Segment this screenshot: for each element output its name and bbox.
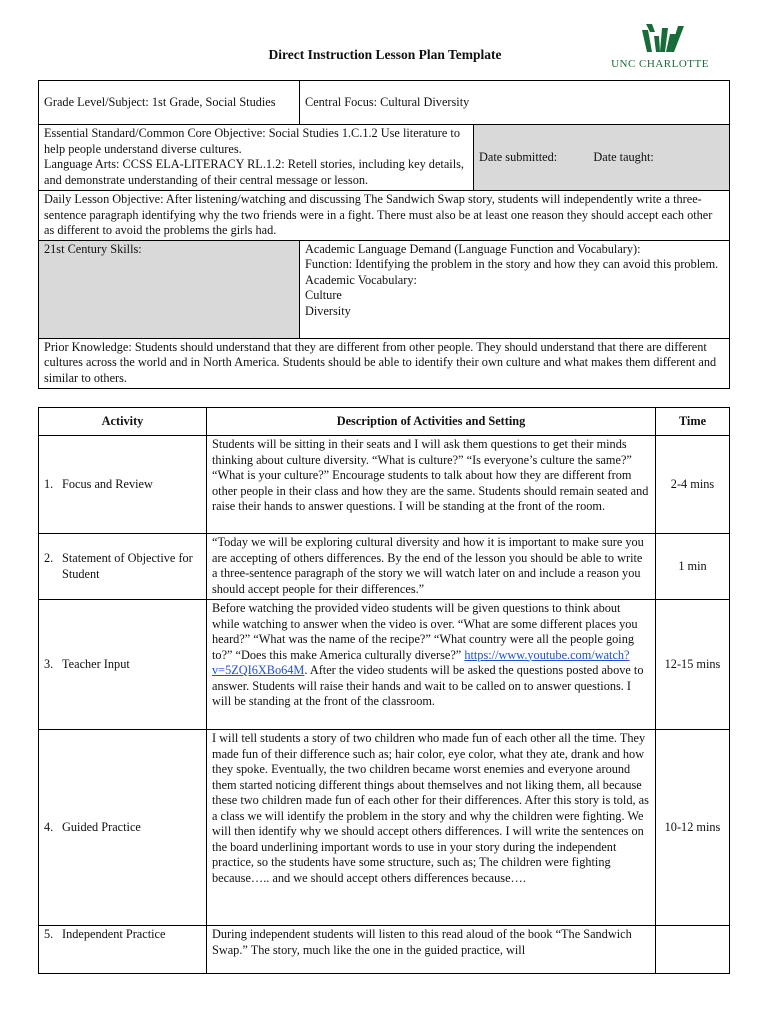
language-demand-cell bbox=[300, 240, 730, 338]
table-row bbox=[39, 436, 730, 534]
youtube-video-link[interactable]: https://www.youtube.com/watch?v=5ZQI6XBo64M bbox=[212, 647, 630, 677]
activity-name: 3. Teacher Input bbox=[39, 600, 207, 730]
activity-description: Students will be sitting in their seats and I will ask them questions to get their minds thinking about culture diversity. “What is culture?” “Is everyone’s culture the same?” “What is your culture?” Encourage students to talk about how they are different from other people in their class and how they are the same. Students should remain seated and raise their hands to answer questions. I will be standing at the front of the room. bbox=[207, 436, 656, 534]
dates-cell bbox=[474, 125, 730, 191]
activity-name: 5. Independent Practice bbox=[39, 926, 207, 974]
activity-table bbox=[38, 407, 730, 974]
time-column-header: Time bbox=[656, 408, 730, 436]
page-title: Direct Instruction Lesson Plan Template bbox=[268, 47, 502, 62]
activity-time bbox=[656, 926, 730, 974]
activity-time: 1 min bbox=[656, 534, 730, 600]
lesson-info-table bbox=[38, 80, 730, 389]
description-column-header: Description of Activities and Setting bbox=[207, 408, 656, 436]
vocabulary-item: Culture bbox=[305, 288, 342, 302]
standards-language-arts: Language Arts: CCSS ELA-LITERACY RL.1.2: Retell stories, including key details, and demonstrate understanding of their central message or lesson. bbox=[44, 157, 464, 187]
unc-charlotte-logo bbox=[608, 22, 712, 72]
activity-name: 4. Guided Practice bbox=[39, 730, 207, 926]
standards-cell bbox=[39, 125, 474, 191]
table-row bbox=[39, 926, 730, 974]
logo-text: UNC CHARLOTTE bbox=[611, 58, 709, 70]
activity-column-header: Activity bbox=[39, 408, 207, 436]
date-submitted-label: Date submitted: bbox=[479, 149, 558, 164]
activity-description: “Today we will be exploring cultural diversity and how it is important to make sure you are accepting of others differences. By the end of the lesson you should be able to write a three-sentence paragraph of the story we will watch later on and include a reason you should accept people for their differences.” bbox=[207, 534, 656, 600]
language-function: Function: Identifying the problem in the story and how they can avoid this problem. bbox=[305, 257, 719, 271]
activity-name: 2. Statement of Objective for Student bbox=[39, 534, 207, 600]
table-row bbox=[39, 534, 730, 600]
daily-objective-cell: Daily Lesson Objective: After listening/watching and discussing The Sandwich Swap story, students will independently write a three-sentence paragraph identifying why the two friends were in a fight. There must also be at least one reason they should accept each other as different to avoid the problems the girls had. bbox=[39, 191, 730, 241]
prior-knowledge-cell: Prior Knowledge: Students should understand that they are different from other people. They should understand that there are different cultures across the world and in North America. Students should be able to identify their own culture and what makes them different and similar to others. bbox=[39, 338, 730, 388]
vocabulary-label: Academic Vocabulary: bbox=[305, 272, 417, 287]
date-taught-label: Date taught: bbox=[593, 149, 654, 164]
activity-name: 1. Focus and Review bbox=[39, 436, 207, 534]
activity-time: 12-15 mins bbox=[656, 600, 730, 730]
standards-social-studies: Essential Standard/Common Core Objective: Social Studies 1.C.1.2 Use literature to help people understand diverse cultures. bbox=[44, 126, 460, 156]
activity-time: 10-12 mins bbox=[656, 730, 730, 926]
language-demand-heading: Academic Language Demand (Language Function and Vocabulary): bbox=[305, 241, 641, 256]
activity-time: 2-4 mins bbox=[656, 436, 730, 534]
grade-level-cell: Grade Level/Subject: 1st Grade, Social Studies bbox=[39, 81, 300, 125]
central-focus-cell: Central Focus: Cultural Diversity bbox=[300, 81, 730, 125]
activity-description: Before watching the provided video students will be given questions to think about while watching to answer when the video is over. “What are some different places you heard?” “What was the name of the recipe?” “What country were all the people going to?” “Does this make America culturally diverse?” https://www.youtube.com/watch?v=5ZQI6XBo64M. After the video students will be asked the questions posted above to answer. Students will raise their hands and wait to be called on to answer questions. I will be standing at the front of the classroom. bbox=[207, 600, 656, 730]
activity-description: During independent students will listen to this read aloud of the book “The Sandwich Swap.” The story, much like the one in the guided practice, will bbox=[207, 926, 656, 974]
activity-description: I will tell students a story of two children who made fun of each other all the time. They made fun of their difference such as; hair color, eye color, what they ate, drank and how they spoke. Eventually, the two children became worst enemies and everyone around them started noticing different things about themselves and not liking them, all because these two children made fun of each other for their differences. After this story is told, as a class we will identify the problem in the story and why the children were fighting. We will then identify why we should accept others differences. I will write the sentences on the board underlining important words to use in your story during the independent practice, so the students have some structure, such as; The children were fighting because….. and we should accept others differences because…. bbox=[207, 730, 656, 926]
vocabulary-item: Diversity bbox=[305, 303, 351, 318]
table-row bbox=[39, 730, 730, 926]
century-skills-cell: 21st Century Skills: bbox=[39, 240, 300, 338]
table-row bbox=[39, 600, 730, 730]
crown-icon bbox=[608, 22, 712, 58]
